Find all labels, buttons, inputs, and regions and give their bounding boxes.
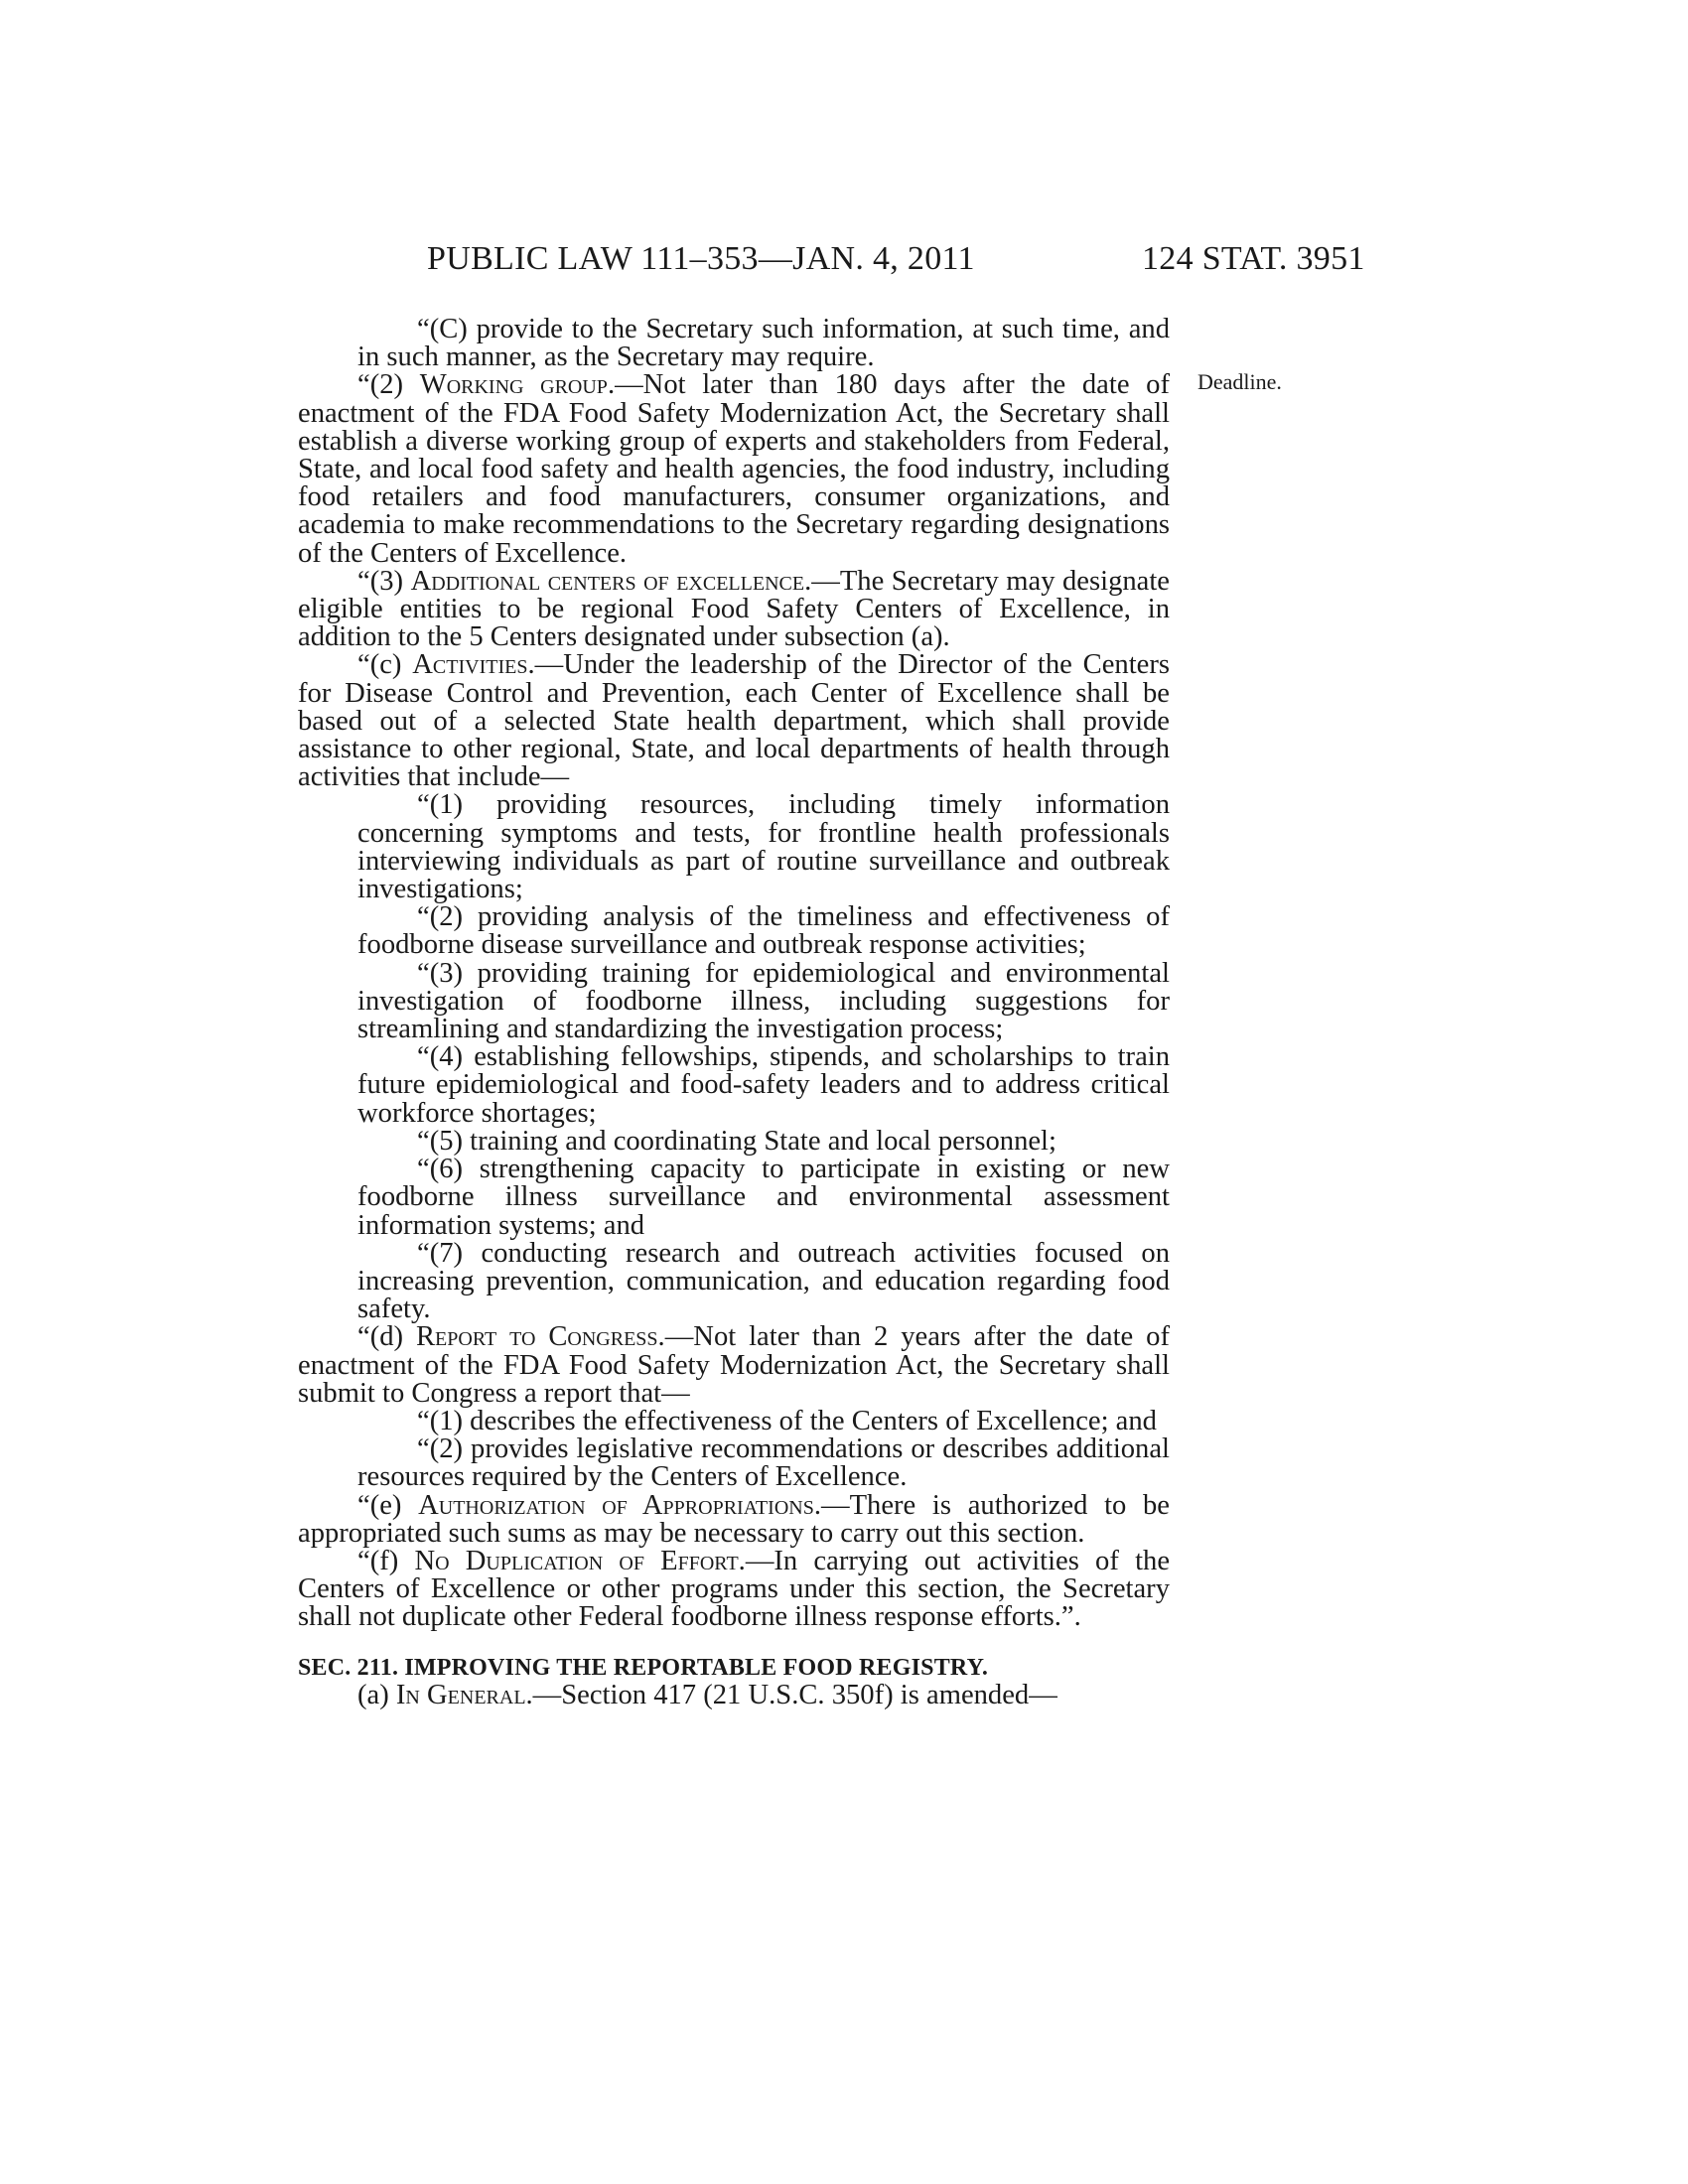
activity-item-2: “(2) providing analysis of the timeliness and effectiveness of foodborne disease surveillance and outbreak response activities; <box>357 901 1170 961</box>
paragraph-number: “(f) <box>357 1545 415 1576</box>
statute-page-number: 124 STAT. 3951 <box>1142 240 1365 277</box>
running-header-title: PUBLIC LAW 111–353—JAN. 4, 2011 <box>427 240 975 277</box>
paragraph-heading: Additional centers of excellence <box>410 565 805 597</box>
paragraph-text: .—Section 417 (21 U.S.C. 350f) is amended— <box>525 1679 1057 1710</box>
activity-item-6: “(6) strengthening capacity to participate in existing or new foodborne illness surveillance and environmental assessment information systems; and <box>357 1154 1170 1241</box>
paragraph-number: “(2) <box>357 369 420 401</box>
activity-item-3: “(3) providing training for epidemiological and environmental investigation of foodborne illness, including suggestions for streamlining and standardizing the investigation process; <box>357 957 1170 1045</box>
activity-item-4: “(4) establishing fellowships, stipends, and scholarships to train future epidemiological and food-safety leaders and to address critical workforce shortages; <box>357 1041 1170 1129</box>
paragraph-text: .—There is authorized to be appropriated such sums as may be necessary to carry out this section. <box>298 1489 1170 1549</box>
paragraph-working-group <box>298 371 1170 567</box>
paragraph-additional-centers <box>298 565 1170 653</box>
paragraph-number: “(3) <box>357 565 411 597</box>
paragraph-text: .—Not later than 2 years after the date of enactment of the FDA Food Safety Modernization Act, the Secretary shall submit to Congress a report that— <box>298 1321 1170 1409</box>
report-item-2: “(2) provides legislative recommendations or describes additional resources required by the Centers of Excellence. <box>357 1433 1170 1493</box>
paragraph-activities <box>298 651 1170 791</box>
paragraph-number: (a) <box>357 1679 396 1710</box>
section-heading: SEC. 211. IMPROVING THE REPORTABLE FOOD REGISTRY. <box>298 1654 989 1681</box>
activity-item-1: “(1) providing resources, including timely information concerning symptoms and tests, for frontline health professionals interviewing individuals as part of routine surveillance and outbreak investigations; <box>357 789 1170 905</box>
paragraph-number: “(e) <box>357 1489 419 1521</box>
paragraph-number: “(d) <box>357 1321 416 1353</box>
document-body <box>298 316 1170 1709</box>
paragraph-number: “(c) <box>357 649 413 681</box>
paragraph-c-provide: “(C) provide to the Secretary such information, at such time, and in such manner, as the Secretary may require. <box>357 314 1170 373</box>
paragraph-in-general <box>298 1679 1170 1710</box>
paragraph-heading: Activities <box>412 649 528 681</box>
paragraph-heading: In General <box>395 1679 526 1710</box>
paragraph-text: .—In carrying out activities of the Centers of Excellence or other programs under this section, the Secretary shall not duplicate other Federal foodborne illness response efforts.”. <box>298 1545 1171 1633</box>
activity-item-5: “(5) training and coordinating State and local personnel; <box>417 1125 1056 1157</box>
paragraph-heading: Working group <box>419 369 608 401</box>
paragraph-report-to-congress <box>298 1323 1170 1408</box>
report-item-1: “(1) describes the effectiveness of the Centers of Excellence; and <box>417 1405 1157 1436</box>
paragraph-heading: Authorization of Appropriations <box>418 1489 814 1521</box>
paragraph-text: .—The Secretary may designate eligible entities to be regional Food Safety Centers of Excellence, in addition to the 5 Centers designated under subsection (a). <box>298 565 1170 653</box>
activity-item-7: “(7) conducting research and outreach activities focused on increasing prevention, communication, and education regarding food safety. <box>357 1237 1170 1325</box>
margin-note-deadline: Deadline. <box>1197 369 1282 394</box>
paragraph-heading: Report to Congress <box>415 1321 658 1353</box>
paragraph-no-duplication <box>298 1545 1171 1633</box>
paragraph-authorization <box>298 1489 1170 1549</box>
paragraph-heading: No Duplication of Effort <box>414 1545 739 1576</box>
paragraph-text: .—Under the leadership of the Director of the Centers for Disease Control and Prevention, each Center of Excellence shall be based out of a selected State health department, which shall provide assistance to other regional, State, and local departments of health through activities that include— <box>298 649 1170 793</box>
paragraph-text: .—Not later than 180 days after the date of enactment of the FDA Food Safety Modernization Act, the Secretary shall establish a diverse working group of experts and stakeholders from Federal, State, and local food safety and health agencies, the food industry, including food retailers and food manufacturers, consumer organizations, and academia to make recommendations to the Secretary regarding designations of the Centers of Excellence. <box>298 369 1170 569</box>
